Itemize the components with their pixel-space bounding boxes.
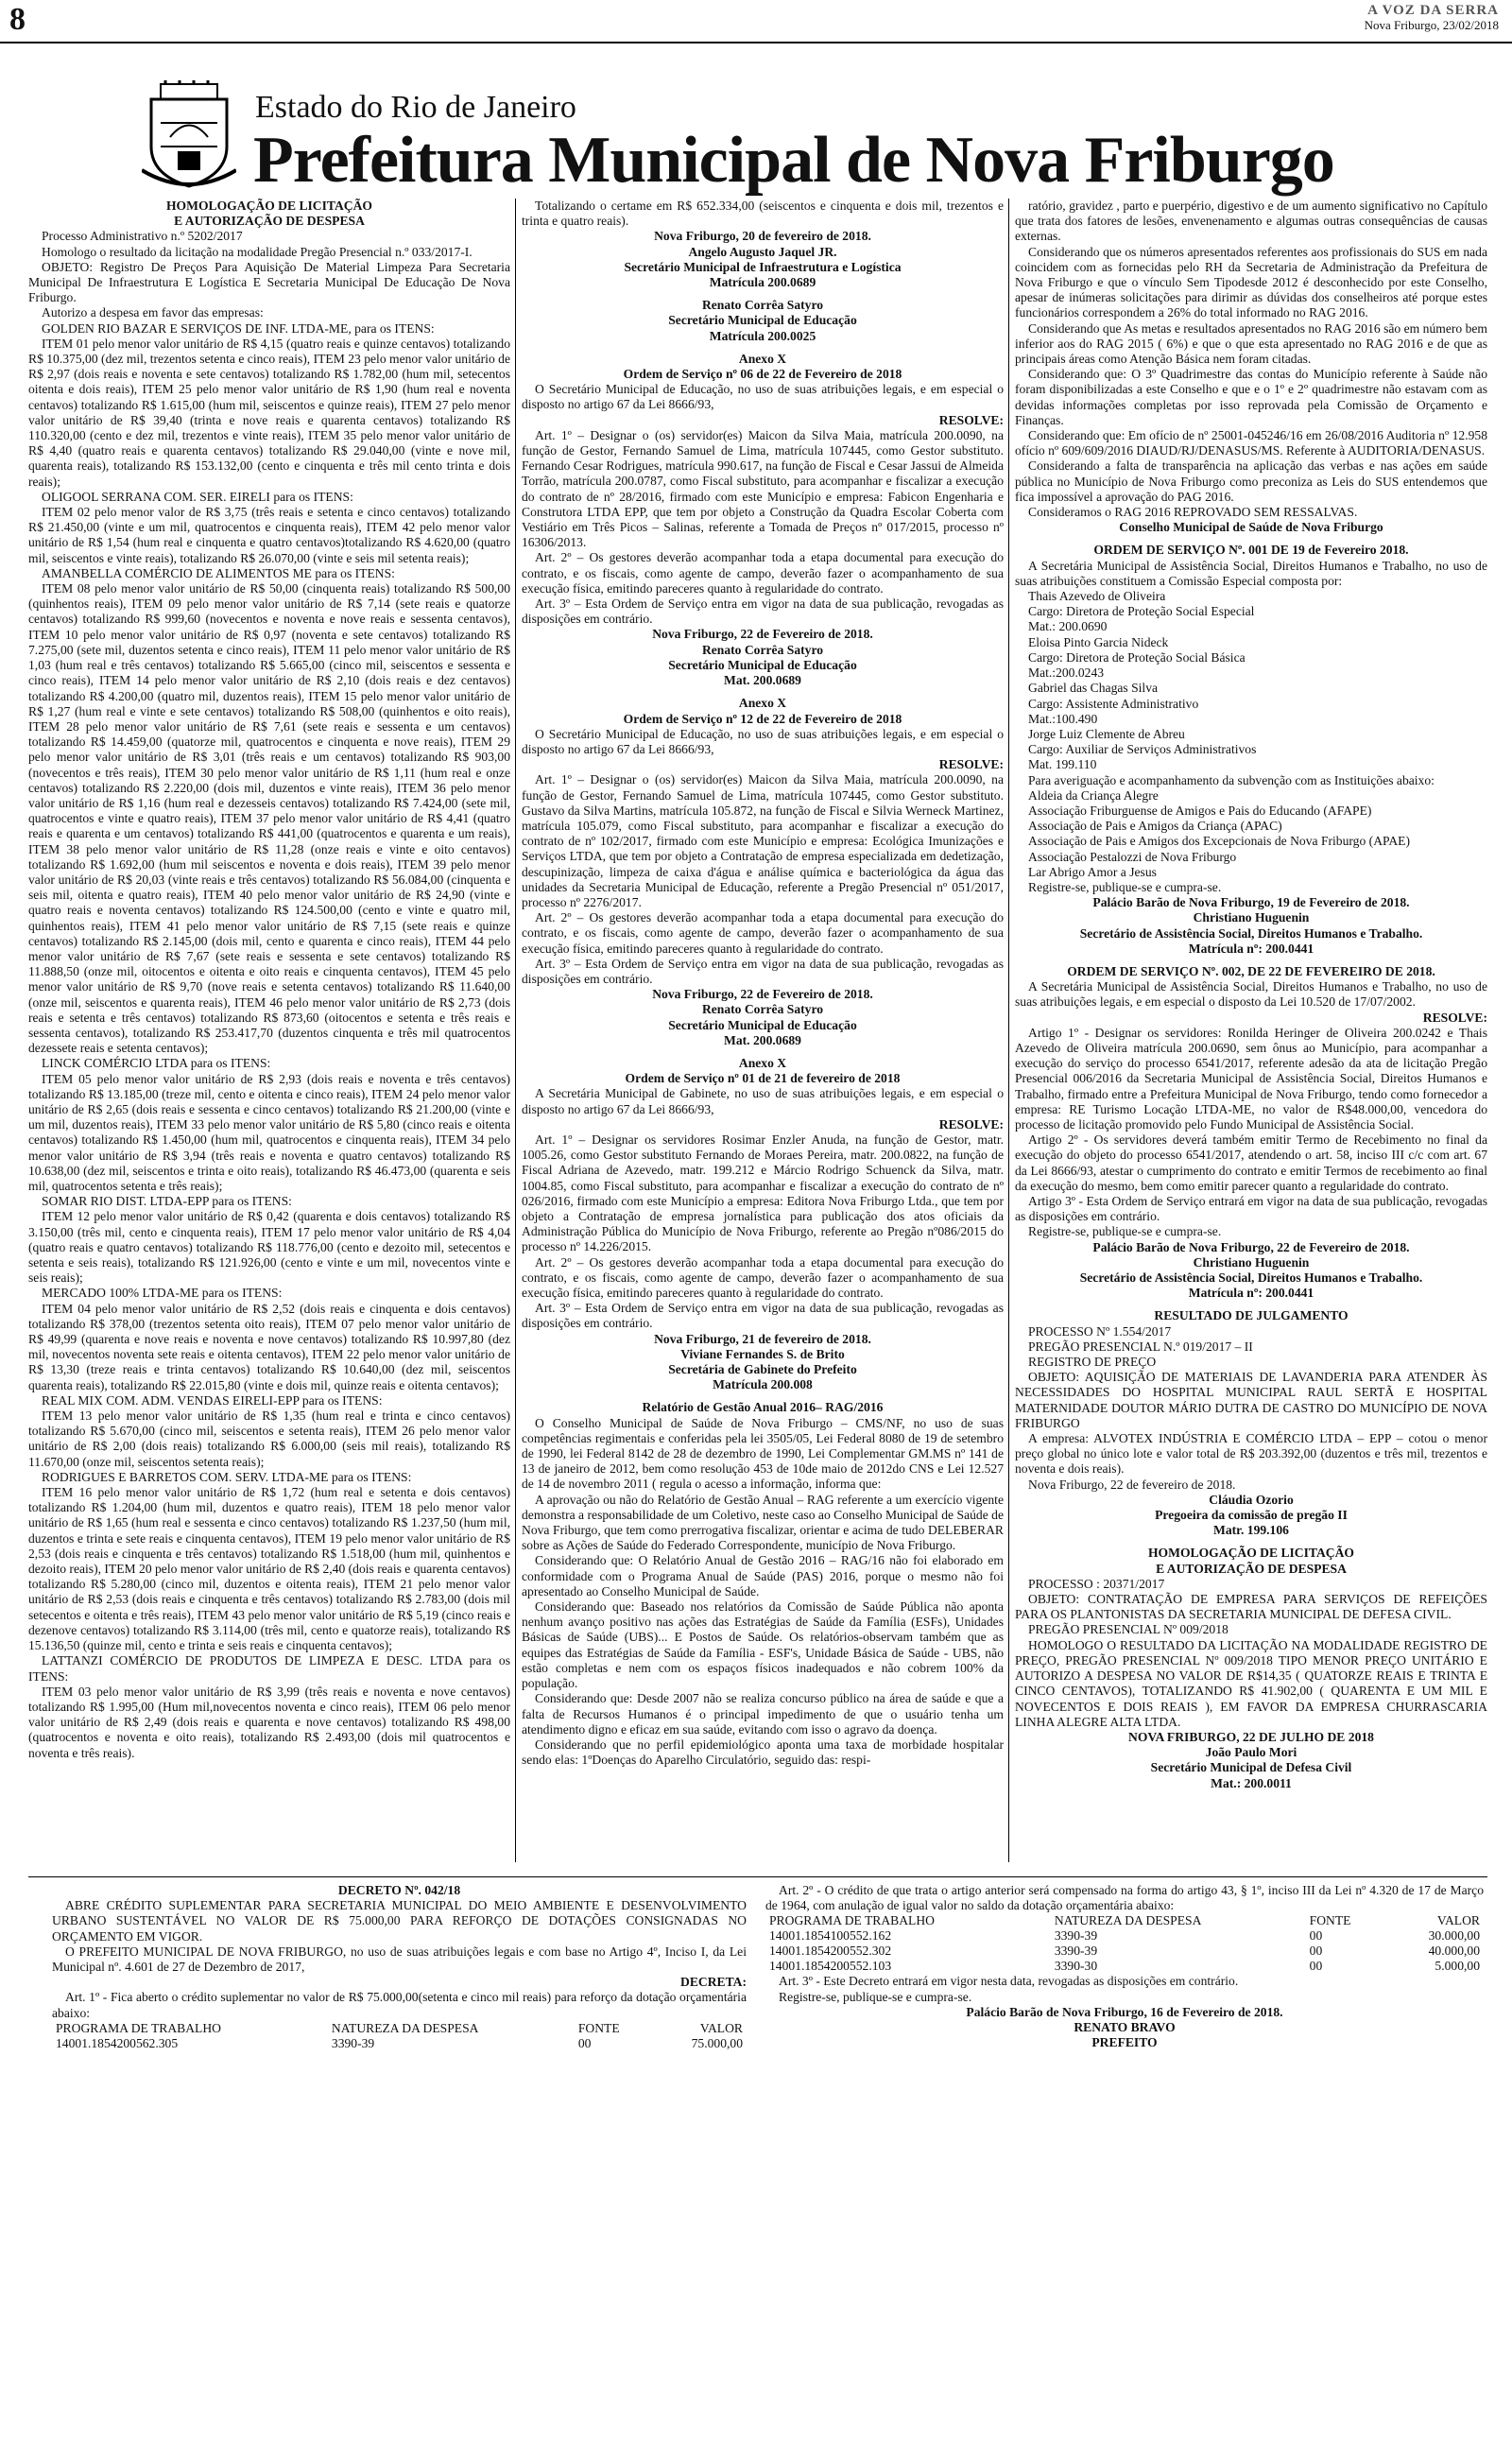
paragraph: Considerando que: Desde 2007 não se realiza concurso público na área de saúde e que a falta de Recursos Humanos é o principal impedimento de que o usuário tenha um atendimento digno e eficaz em sua saúde, evitando com isso o agravo da doença. bbox=[522, 1691, 1004, 1737]
table-cell: 5.000,00 bbox=[1435, 1959, 1480, 1974]
paragraph: PROCESSO : 20371/2017 bbox=[1028, 1576, 1165, 1591]
heading: Ordem de Serviço nº 01 de 21 de fevereiro de 2018 bbox=[625, 1071, 901, 1086]
heading: Cláudia Ozorio bbox=[1209, 1492, 1294, 1507]
paragraph: Art. 1º – Designar o (os) servidor(es) Maicon da Silva Maia, matrícula 200.0090, na função de Gestor, Fernando Samuel de Lima, matrícula 107445, como Gestor substituto. Gustavo da Silva Martins, matrícula 105.872, na função de Fiscal e Silvia Werneck Martinez, matrícula 105.079, como Fiscal substituto, para acompanhar e fiscalizar a execução do contrato de nº 102/2017, firmado com este Município e empresa: Ecológica Imunizações e Serviços LTDA, que tem por objeto a Contratação de empresa especializada em dedetização, descupinização, limpeza de caixa d'água e análise química e bacteriológica da água das unidades da Secretaria Municipal de Educação, referente a Pregão Presencial nº 051/2017, processo nº 2276/2017. bbox=[522, 772, 1004, 909]
heading: Nova Friburgo, 20 de fevereiro de 2018. bbox=[654, 229, 871, 244]
paragraph: Cargo: Diretora de Proteção Social Especial bbox=[1028, 604, 1255, 619]
paragraph: Associação de Pais e Amigos da Criança (APAC) bbox=[1028, 819, 1282, 834]
section-divider bbox=[28, 1876, 1487, 1877]
paragraph: Artigo 1º - Designar os servidores: Ronilda Heringer de Oliveira 200.0242 e Thais Azevedo de Oliveira matrícula 200.0690, sem ônus ao Município, para acompanhar a execução do serviço do processo 6541/2017, referente adesão da ata de licitação Pregão Presencial 006/2016 da Secretaria Municipal de Assistência Social, Direitos Humanos e Trabalho, firmado entre a Prefeitura Municipal de Nova Friburgo, tendo como fornecedor a empresa: RE Turismo Locação LTDA-ME, no valor de R$48.000,00, vencedora do processo de licitação promovido pelo Fundo Municipal de Assistência Social. bbox=[1015, 1025, 1487, 1132]
spacer bbox=[1015, 957, 1487, 964]
table-cell: 3390-39 bbox=[331, 2035, 375, 2050]
table-cell: 14001.1854200552.103 bbox=[769, 1959, 892, 1974]
decreto-title: DECRETO Nº. 042/18 bbox=[337, 1883, 461, 1897]
heading: Anexo X bbox=[738, 1055, 787, 1070]
decreto-summary: ABRE CRÉDITO SUPLEMENTAR PARA SECRETARIA MUNICIPAL DO MEIO AMBIENTE E DESENVOLVIMENTO URBANO SUSTENTÁVEL NO VALOR DE R$ 75.000,00 PARA REFORÇO DE DOTAÇÕES CONSIGNADAS NO ORÇAMENTO EM VIGOR. bbox=[52, 1898, 747, 1944]
paragraph: Homologo o resultado da licitação na modalidade Pregão Presencial n.º 033/2017-I. bbox=[42, 244, 472, 259]
heading: ORDEM DE SERVIÇO Nº. 002, DE 22 DE FEVEREIRO DE 2018. bbox=[1067, 963, 1435, 978]
table-cell: 3390-30 bbox=[1054, 1959, 1098, 1974]
spacer bbox=[522, 290, 1004, 298]
decreto-art2: Art. 2º - O crédito de que trata o artigo anterior será compensado na forma do artigo 43, § 1º, inciso III da Lei nº 4.320 de 17 de Março de 1964, com anulação de igual valor no saldo da dotação orçamentária abaixo: bbox=[765, 1883, 1484, 1913]
paragraph: Para averiguação e acompanhamento da subvenção com as Instituições abaixo: bbox=[1028, 772, 1435, 787]
heading: RESULTADO DE JULGAMENTO bbox=[1154, 1308, 1349, 1323]
page-number: 8 bbox=[9, 2, 26, 37]
paragraph: Considerando que: O Relatório Anual de Gestão 2016 – RAG/16 não foi elaborado em conformidade com o Programa Anual de Saúde (PAS) 2016, porque o mesmo não foi apresentado ao Conselho Municipal de Saúde. bbox=[522, 1553, 1004, 1599]
column-divider bbox=[1008, 199, 1009, 1862]
column-header: PROGRAMA DE TRABALHO bbox=[56, 2020, 221, 2035]
heading: Relatório de Gestão Anual 2016– RAG/2016 bbox=[642, 1400, 884, 1415]
decreto-art3: Art. 3º - Este Decreto entrará em vigor nesta data, revogadas as disposições em contrário. bbox=[779, 1974, 1239, 1989]
heading: NOVA FRIBURGO, 22 DE JULHO DE 2018 bbox=[1128, 1729, 1374, 1744]
heading: Ordem de Serviço nº 12 de 22 de Fevereiro de 2018 bbox=[623, 711, 902, 726]
heading: Palácio Barão de Nova Friburgo, 22 de Fevereiro de 2018. bbox=[1092, 1239, 1410, 1254]
heading: Secretário Municipal de Educação bbox=[668, 313, 857, 328]
paragraph: OLIGOOL SERRANA COM. SER. EIRELI para os ITENS: bbox=[42, 489, 353, 504]
paragraph: O Secretário Municipal de Educação, no uso de suas atribuições legais, e em especial o disposto no artigo 67 da Lei 8666/93, bbox=[522, 726, 1004, 756]
budget-table bbox=[765, 1913, 1484, 1974]
paragraph: A empresa: ALVOTEX INDÚSTRIA E COMÉRCIO LTDA – EPP – cotou o menor preço global no único lote e valor total de R$ 203.392,00 (duzentos e três mil, trezentos e noventa e dois reais). bbox=[1015, 1431, 1487, 1477]
paragraph: Totalizando o certame em R$ 652.334,00 (seiscentos e cinquenta e dois mil, trezentos e trinta e quatro reais). bbox=[522, 199, 1004, 229]
paragraph: Gabriel das Chagas Silva bbox=[1028, 681, 1159, 696]
heading: E AUTORIZAÇÃO DE DESPESA bbox=[174, 214, 365, 229]
top-bar bbox=[0, 0, 1512, 43]
heading: Nova Friburgo, 22 de Fevereiro de 2018. bbox=[652, 987, 873, 1002]
paragraph: Mat.: 200.0690 bbox=[1028, 619, 1108, 634]
paragraph: Considerando que no perfil epidemiológico aponta uma taxa de morbidade hospitalar sendo elas: 1ºDoenças do Aparelho Circulatório, seguido das: respi- bbox=[522, 1737, 1004, 1768]
heading: ORDEM DE SERVIÇO Nº. 001 DE 19 de Fevereiro 2018. bbox=[1093, 543, 1409, 558]
paragraph: REGISTRO DE PREÇO bbox=[1028, 1355, 1157, 1370]
column-header: PROGRAMA DE TRABALHO bbox=[769, 1913, 935, 1928]
paragraph: RODRIGUES E BARRETOS COM. SERV. LTDA-ME para os ITENS: bbox=[42, 1469, 412, 1484]
paragraph: Considerando que: Baseado nos relatórios da Comissão de Saúde Pública não aponta nenhum avanço positivo nas ações das Estratégias de Saúde da Família (ESFs), Unidades Básicas de Saúde (UBS)... E Postos de Saúde. Os relatórios-observam também que as equipes das Estratégias de Saúde da Família - ESF's, Unidade Básica de Saúde - UBS, não estão completas e nem com os espaços físicos inadequados e não cobrem 100% da população. bbox=[522, 1599, 1004, 1691]
budget-table bbox=[52, 2021, 747, 2051]
paragraph: Mat. 199.110 bbox=[1028, 757, 1097, 772]
table-cell: 00 bbox=[1309, 1928, 1323, 1944]
column-divider bbox=[515, 199, 516, 1862]
paragraph: REAL MIX COM. ADM. VENDAS EIRELI-EPP para os ITENS: bbox=[42, 1392, 383, 1408]
decreto-right bbox=[765, 1883, 1484, 2050]
paragraph: O Conselho Municipal de Saúde de Nova Friburgo – CMS/NF, no uso de suas competências regimentais e conferidas pela lei 3505/05, Lei Federal 8080 de 19 de setembro de 1990, lei Federal 8142 de 28 de dezembro de 1990, Lei Complementar GM.MS nº 141 de 13 de janeiro de 2012, bem como resolução 453 de 10de maio de 2012do CNS e Lei 12.527 de 14 de novembro 2011 ( regula o acesso a informação, informa que: bbox=[522, 1415, 1004, 1492]
heading: Angelo Augusto Jaquel JR. bbox=[688, 244, 837, 259]
heading: Secretário Municipal de Defesa Civil bbox=[1150, 1760, 1352, 1775]
column-header: VALOR bbox=[699, 2020, 743, 2035]
heading: Mat. 200.0689 bbox=[724, 1032, 801, 1047]
heading: Matrícula 200.0689 bbox=[709, 275, 816, 290]
heading: Christiano Huguenin bbox=[1193, 910, 1310, 925]
paragraph: Registre-se, publique-se e cumpra-se. bbox=[1028, 1224, 1222, 1239]
paragraph: Associação Friburguense de Amigos e Pais do Educando (AFAPE) bbox=[1028, 803, 1372, 818]
paragraph: PROCESSO Nº 1.554/2017 bbox=[1028, 1323, 1172, 1339]
heading: Secretário Municipal de Educação bbox=[668, 1017, 857, 1032]
heading: Renato Corrêa Satyro bbox=[701, 1002, 824, 1017]
paragraph: Art. 2º – Os gestores deverão acompanhar toda a etapa documental para execução do contrato, e os fiscais, como agente de campo, deverão fazer o acompanhamento de sua execução física, emitindo pareceres quanto à regularidade do contrato. bbox=[522, 550, 1004, 596]
table-cell: 3390-39 bbox=[1054, 1944, 1098, 1959]
paragraph: Considerando que As metas e resultados apresentados no RAG 2016 são em número bem inferior aos do RAG 2015 ( 6%) e que o que esta apresentado no RAG 2016 e de que as principais áreas como Atenção Básica nem foram citadas. bbox=[1015, 320, 1487, 367]
heading: Nova Friburgo, 22 de Fevereiro de 2018. bbox=[652, 627, 873, 642]
paragraph: ITEM 16 pelo menor valor unitário de R$ 1,72 (hum real e setenta e dois centavos) totalizando R$ 1.204,00 (hum mil, duzentos e quatro reais), ITEM 18 pelo menor valor unitário de R$ 1,65 (hum real e sessenta e cinco centavos) totalizando R$ 1.237,50 (hum mil, duzentos e trinta e sete reais e cinquenta centavos), ITEM 19 pelo menor valor unitário de R$ 2,53 (dois reais e cinquenta e três centavos) totalizando R$ 1.518,00 (hum mil, quinhentos e dezoito reais), ITEM 20 pelo menor valor unitário de R$ 2,40 (dois reais e quarenta centavos) totalizando R$ 5.280,00 (cinco mil, duzentos e oitenta reais), ITEM 21 pelo menor valor unitário de R$ 2,53 (dois reais e cinquenta e três centavos) totalizando R$ 2.783,00 (dois mil setecentos e oitenta e três reais), ITEM 43 pelo menor valor unitário de R$ 5,19 (cinco reais e dezenove centavos) totalizando R$ 3.114,00 (três mil, cento e quatorze reais), totalizando R$ 15.136,50 (quinze mil, cento e trinta e seis reais e cinquenta centavos); bbox=[28, 1485, 510, 1653]
paragraph: RESOLVE: bbox=[938, 412, 1004, 427]
table-cell: 40.000,00 bbox=[1428, 1944, 1480, 1959]
paragraph: A aprovação ou não do Relatório de Gestão Anual – RAG referente a um exercício vigente demonstra a responsabilidade de um Coletivo, neste caso ao Conselho Municipal de Saúde de Nova Friburgo, que tem como prerrogativa fiscalizar, orientar e acima de tudo DELEBERAR sobre as Ações de Saúde do Federado Correspondente, município de Nova Friburgo. bbox=[522, 1492, 1004, 1553]
paragraph: ITEM 05 pelo menor valor unitário de R$ 2,93 (dois reais e noventa e três centavos) totalizando R$ 13.185,00 (treze mil, cento e oitenta e cinco reais), ITEM 24 pelo menor valor unitário de R$ 2,65 (dois reais e sessenta e cinco centavos) totalizando R$ 21.200,00 (vinte e um mil, duzentos reais), ITEM 33 pelo menor valor unitário de R$ 5,80 (cinco reais e oitenta centavos) totalizando R$ 1.450,00 (hum mil, quatrocentos e cinquenta reais), ITEM 34 pelo menor valor unitário de R$ 3,94 (três reais e noventa e quatro centavos) totalizando R$ 10.638,00 (dez mil, seiscentos e trinta e oito reais), totalizando R$ 46.473,00 (quarenta e seis mil, quatrocentos setenta e três reais); bbox=[28, 1071, 510, 1193]
table-cell: 75.000,00 bbox=[691, 2035, 743, 2050]
paragraph: ITEM 03 pelo menor valor unitário de R$ 3,99 (três reais e noventa e nove centavos) totalizando R$ 1.995,00 (Hum mil,novecentos noventa e cinco reais), ITEM 06 pelo menor valor unitário de R$ 2,49 (dois reais e quarenta e nove centavos) totalizando R$ 498,00 (quatrocentos e noventa e oito reais), totalizando R$ 2.493,00 (dois mil quatrocentos e noventa e três reais). bbox=[28, 1684, 510, 1760]
heading: Matr. 199.106 bbox=[1213, 1523, 1289, 1538]
paragraph: A Secretária Municipal de Gabinete, no uso de suas atribuições legais, e em especial o disposto no artigo 67 da Lei 8666/93, bbox=[522, 1086, 1004, 1116]
heading: Conselho Municipal de Saúde de Nova Friburgo bbox=[1119, 520, 1383, 535]
paragraph: RESOLVE: bbox=[938, 1116, 1004, 1132]
paragraph: Art. 3º – Esta Ordem de Serviço entra em vigor na data de sua publicação, revogadas as disposições em contrário. bbox=[522, 956, 1004, 986]
heading: Renato Corrêa Satyro bbox=[701, 642, 824, 657]
state-name: Estado do Rio de Janeiro bbox=[255, 90, 576, 125]
column-header: VALOR bbox=[1436, 1913, 1480, 1928]
paragraph: Cargo: Assistente Administrativo bbox=[1028, 696, 1199, 711]
heading: Matrícula nº: 200.0441 bbox=[1188, 1286, 1314, 1301]
heading: Nova Friburgo, 21 de fevereiro de 2018. bbox=[654, 1331, 871, 1346]
paragraph: Consideramos o RAG 2016 REPROVADO SEM RESSALVAS. bbox=[1028, 505, 1358, 520]
paragraph: LINCK COMÉRCIO LTDA para os ITENS: bbox=[42, 1056, 271, 1071]
heading: Secretária de Gabinete do Prefeito bbox=[668, 1362, 857, 1377]
paragraph: RESOLVE: bbox=[938, 757, 1004, 772]
paragraph: Considerando a falta de transparência na aplicação das verbas e nas ações em saúde pública no Município de Nova Friburgo como preconiza as Leis do SUS entendemos que fica impossível a aprovação do PAG 2016. bbox=[1015, 458, 1487, 504]
decreto-signer: RENATO BRAVO bbox=[1074, 2020, 1176, 2035]
decreto-preamble: O PREFEITO MUNICIPAL DE NOVA FRIBURGO, no uso de suas atribuições legais e com base no Artigo 4º, Inciso I, da Lei Municipal nº. 4.601 de 27 de Dezembro de 2017, bbox=[52, 1944, 747, 1975]
column-header: NATUREZA DA DESPESA bbox=[1054, 1913, 1202, 1928]
paragraph: Cargo: Diretora de Proteção Social Básica bbox=[1028, 649, 1246, 665]
heading: Anexo X bbox=[738, 696, 787, 711]
heading: Renato Corrêa Satyro bbox=[701, 298, 824, 313]
table-cell: 14001.1854100552.162 bbox=[769, 1928, 892, 1944]
table-row bbox=[765, 1928, 1484, 1944]
paragraph: Artigo 3º - Esta Ordem de Serviço entrará em vigor na data de sua publicação, revogadas as disposições em contrário. bbox=[1015, 1194, 1487, 1224]
table-row bbox=[765, 1944, 1484, 1959]
heading: Viviane Fernandes S. de Brito bbox=[680, 1346, 845, 1361]
paragraph: ITEM 01 pelo menor valor unitário de R$ 4,15 (quatro reais e quinze centavos) totalizando R$ 10.375,00 (dez mil, trezentos setenta e cinco reais), ITEM 23 pelo menor valor unitário de R$ 2,97 (dois reais e noventa e sete centavos) totalizando R$ 1.782,00 (hum mil, setecentos oitenta e dois reais), ITEM 25 pelo menor valor unitário de R$ 1,90 (hum real e noventa centavos) totalizando R$ 1.615,00 (hum mil, seiscentos e quinze reais), ITEM 27 pelo menor valor unitário de R$ 39,40 (trinta e nove reais e quarenta centavos) totalizando R$ 110.320,00 (cento e dez mil, trezentos e vinte reais), ITEM 35 pelo menor valor unitário de R$ 4,40 (quatro reais e quarenta centavos) totalizando R$ 29.040,00 (vinte e nove mil, quarenta reais), totalizando R$ 153.132,00 (cento e cinquenta e três mil cento trinta e dois reais); bbox=[28, 336, 510, 489]
table-cell: 00 bbox=[1309, 1944, 1323, 1959]
paragraph: ratório, gravidez , parto e puerpério, digestivo e de um aumento significativo no Capítulo que trata dos fatores de lesões, envenenamento e algumas outras consequências de causas externas. bbox=[1015, 199, 1487, 244]
paragraph: Jorge Luiz Clemente de Abreu bbox=[1028, 726, 1185, 741]
page-title: Prefeitura Municipal de Nova Friburgo bbox=[253, 124, 1334, 197]
heading: Secretário Municipal de Infraestrutura e Logística bbox=[624, 259, 902, 274]
paragraph: Eloisa Pinto Garcia Nideck bbox=[1028, 634, 1169, 649]
paragraph: PREGÃO PRESENCIAL N.º 019/2017 – II bbox=[1028, 1339, 1253, 1354]
decreto-signer-title: PREFEITO bbox=[1091, 2035, 1158, 2050]
decreto-art1: Art. 1º - Fica aberto o crédito suplementar no valor de R$ 75.000,00(setenta e cinco mil reais) para reforço da dotação orçamentária abaixo: bbox=[52, 1990, 747, 2020]
paragraph: Artigo 2º - Os servidores deverá também emitir Termo de Recebimento no final da execução do objeto do processo 6541/2017, atendendo o art. 58, inciso III c/c com art. 67 da Lei 8666/93, atestar o cumprimento do contrato e emitir Termos de recebimento ao final da execução do mesmo, bem como emitir parecer quanto a regularidade do contrato. bbox=[1015, 1132, 1487, 1193]
table-row bbox=[52, 2036, 747, 2051]
paragraph: Lar Abrigo Amor a Jesus bbox=[1028, 864, 1157, 879]
paragraph: Nova Friburgo, 22 de fevereiro de 2018. bbox=[1028, 1477, 1236, 1492]
paragraph: RESOLVE: bbox=[1422, 1010, 1487, 1025]
column-header: FONTE bbox=[1309, 1913, 1351, 1928]
paragraph: Autorizo a despesa em favor das empresas: bbox=[42, 305, 264, 320]
column-header: NATUREZA DA DESPESA bbox=[331, 2020, 479, 2035]
heading: Matrícula nº: 200.0441 bbox=[1188, 941, 1314, 956]
paragraph: PREGÃO PRESENCIAL Nº 009/2018 bbox=[1028, 1622, 1228, 1637]
heading: Secretário de Assistência Social, Direitos Humanos e Trabalho. bbox=[1079, 925, 1423, 941]
column-left bbox=[28, 199, 510, 1862]
paragraph: Considerando que os números apresentados referentes aos profissionais do SUS em nada coincidem com as fornecidas pelo RH da Secretaria de Administração da Prefeitura de Nova Friburgo e que o vínculo Sem Tipodesde 2012 é desconhecido por este Conselho, apesar de inúmeras solicitações para dirimir as dúvidas dos conselheiros até porque estes funcionários correspondem a 26% do total informado no RAG 2016. bbox=[1015, 244, 1487, 320]
paragraph: ITEM 02 pelo menor valor de R$ 3,75 (três reais e setenta e cinco centavos) totalizando R$ 21.450,00 (vinte e um mil, quatrocentos e cinquenta reais), ITEM 42 pelo menor valor unitário de R$ 1,54 (hum real e cinquenta e quatro centavos)totalizando R$ 4.620,00 (quatro mil, seiscentos e vinte reais), totalizando R$ 26.070,00 (vinte e seis mil setenta reais); bbox=[28, 505, 510, 565]
table-cell: 00 bbox=[1309, 1959, 1323, 1974]
spacer bbox=[522, 344, 1004, 352]
paragraph: Art. 1º – Designar os servidores Rosimar Enzler Anuda, na função de Gestor, matr. 1005.26, como Gestor substituto Fernando de Moraes Pereira, matr. 200.0822, na função de Fiscal Adriana de Azevedo, matr. 199.212 e Márcio Rodrigo Schuenck da Silva, matr. 1004.85, como Fiscal substituto, para acompanhar e fiscalizar a execução do contrato de nº 026/2016, firmado com este Município a empresa: Editora Nova Friburgo Ltda., que tem por objeto a Contratação de empresa jornalística para publicação dos atos oficiais da Administração Pública do Município de Nova Friburgo, referente ao Pregão nº086/2015 do processo nº 14.226/2015. bbox=[522, 1132, 1004, 1254]
paragraph: ITEM 04 pelo menor valor unitário de R$ 2,52 (dois reais e cinquenta e dois centavos) totalizando R$ 378,00 (trezentos setenta oito reais), ITEM 07 pelo menor valor unitário de R$ 49,99 (quarenta e nove reais e noventa e nove centavos) totalizando R$ 10.997,80 (dez mil, novecentos noventa sete reais e oitenta centavos), ITEM 22 pelo menor valor unitário de R$ 13,30 (treze reais e trinta centavos) totalizando R$ 10.640,00 (dez mil, seiscentos quarenta reais), totalizando R$ 22.015,80 (vinte e dois mil, quinze reais e oitenta centavos); bbox=[28, 1301, 510, 1392]
heading: E AUTORIZAÇÃO DE DESPESA bbox=[1156, 1561, 1347, 1576]
paragraph: ITEM 08 pelo menor valor unitário de R$ 50,00 (cinquenta reais) totalizando R$ 500,00 (quinhentos reais), ITEM 09 pelo menor valor unitário de R$ 7,14 (sete reais e quatorze centavos) totalizando R$ 999,60 (novecentos e noventa e nove reais e sessenta centavos), ITEM 10 pelo menor valor unitário de R$ 0,97 (noventa e sete centavos) totalizando R$ 7.275,00 (sete mil, duzentos setenta e cinco reais), ITEM 11 pelo menor valor unitário de R$ 1,03 (hum real e três centavos) totalizando R$ 5.665,00 (cinco mil, seiscentos e sessenta e cinco reais), ITEM 14 pelo menor valor unitário de R$ 2,10 (dois reais e dez centavos) totalizando R$ 4.200,00 (quatro mil, duzentos reais), ITEM 15 pelo menor valor unitário de R$ 1,27 (hum real e vinte e sete centavos) totalizando R$ 508,00 (quinhentos e oito reais), ITEM 28 pelo menor valor unitário de R$ 7,61 (sete reais e sessenta e um centavos) totalizando R$ 14.459,00 (quatorze mil, quatrocentos e cinquenta e nove reais), ITEM 29 pelo menor valor unitário de R$ 3,01 (três reais e um centavos) totalizando R$ 903,00 (novecentos e três reais), ITEM 30 pelo menor valor unitário de R$ 1,11 (hum real e onze centavos) totalizando R$ 2.220,00 (dois mil, duzentos e vinte reais), ITEM 36 pelo menor valor unitário de R$ 1,16 (hum real e dezesseis centavos) totalizando R$ 7.424,00 (sete mil, quatrocentos e vinte e quatro reais), ITEM 37 pelo menor valor unitário de R$ 4,41 (quatro reais e quarenta e um centavos) totalizando R$ 441,00 (quatrocentos e quarenta e um reais), ITEM 38 pelo menor valor unitário de R$ 11,28 (onze reais e vinte e oito centavos) totalizando R$ 1.692,00 (hum mil seiscentos e noventa e dois reais), ITEM 39 pelo menor valor unitário de R$ 20,03 (vinte reais e três centavos) totalizando R$ 56.084,00 (cinquenta e seis mil, oitenta e quatro reais), ITEM 40 pelo menor valor unitário de R$ 24,90 (vinte e quatro reais e noventa centavos) totalizando R$ 124.500,00 (cento e vinte e quatro mil, quinhentos reais), ITEM 41 pelo menor valor unitário de R$ 7,15 (sete reais e quinze centavos) totalizando R$ 2.145,00 (dois mil, cento e quarenta e cinco reais), ITEM 44 pelo menor valor unitário de R$ 7,67 (sete reais e sessenta e sete centavos) totalizando R$ 11.888,50 (onze mil, oitocentos e oitenta e oito reais e cinquenta centavos), ITEM 45 pelo menor valor unitário de R$ 9,70 (nove reais e setenta centavos) totalizando R$ 11.640,00 (onze mil, seiscentos e quarenta reais), ITEM 46 pelo menor valor unitário de R$ 2,73 (dois reais e setenta e três centavos) totalizando R$ 873,60 (oitocentos e setenta e três reais e sessenta centavos), totalizando R$ 253.417,70 (duzentos cinquenta e três mil quatrocentos dezessete reais e setenta centavos); bbox=[28, 581, 510, 1056]
heading: Pregoeira da comissão de pregão II bbox=[1155, 1508, 1348, 1523]
spacer bbox=[522, 688, 1004, 696]
paragraph: Associação de Pais e Amigos dos Excepcionais de Nova Friburgo (APAE) bbox=[1028, 834, 1410, 849]
paragraph: Art. 1º – Designar o (os) servidor(es) Maicon da Silva Maia, matrícula 200.0090, na função de Gestor, Fernando Samuel de Lima, matrícula 107445, como Gestor substituto. Fernando Cesar Rodrigues, matrícula 990.617, na função de Fiscal e Cesar Jassui de Almeida Torrão, matrícula 200.0787, como Fiscal substituto, para acompanhar e fiscalizar a execução do contrato de nº 28/2016, firmado com este Município e empresa: Fabicon Engenharia e Construtora LTDA EPP, que tem por objeto a Construção da Quadra Escolar Coberta com Vestiário em Três Picos – Salinas, referente a Tomada de Preços nº 017/2015, processo nº 16306/2013. bbox=[522, 427, 1004, 550]
paragraph: OBJETO: CONTRATAÇÃO DE EMPRESA PARA SERVIÇOS DE REFEIÇÕES PARA OS PLANTONISTAS DA SECRETARIA MUNICIPAL DE DEFESA CIVIL. bbox=[1015, 1592, 1487, 1622]
heading: Matrícula 200.008 bbox=[713, 1377, 813, 1392]
paragraph: Aldeia da Criança Alegre bbox=[1028, 787, 1159, 803]
spacer bbox=[522, 1048, 1004, 1056]
decreto-place-date: Palácio Barão de Nova Friburgo, 16 de Fevereiro de 2018. bbox=[966, 2004, 1283, 2019]
paragraph: HOMOLOGO O RESULTADO DA LICITAÇÃO NA MODALIDADE REGISTRO DE PREÇO, PREGÃO PRESENCIAL Nº 009/2018 TIPO MENOR PREÇO UNITÁRIO E AUTORIZO A DESPESA NO VALOR DE R$14,35 ( QUATORZE REAIS E TRINTA E CINCO CENTAVOS), TOTALIZANDO R$ 41.902,00 ( QUARENTA E UM MIL E NOVECENTOS E DOIS REAIS ), EM FAVOR DA EMPRESA CHURRASCARIA LINHA ALEGRE ALTA LTDA. bbox=[1015, 1637, 1487, 1729]
paragraph: OBJETO: AQUISIÇÃO DE MATERIAIS DE LAVANDERIA PARA ATENDER ÀS NECESSIDADES DO HOSPITAL MUNICIPAL RAUL SERTÃ E HOSPITAL MATERNIDADE DOUTOR MÁRIO DUTRA DE CASTRO DO MUNICÍPIO DE NOVA FRIBURGO bbox=[1015, 1370, 1487, 1430]
paragraph: Cargo: Auxiliar de Serviços Administrativos bbox=[1028, 742, 1257, 757]
paragraph: MERCADO 100% LTDA-ME para os ITENS: bbox=[42, 1286, 283, 1301]
paragraph: Registre-se, publique-se e cumpra-se. bbox=[1028, 879, 1222, 894]
paragraph: Mat.:100.490 bbox=[1028, 711, 1098, 726]
coat-of-arms-icon bbox=[142, 80, 236, 189]
table-cell: 00 bbox=[577, 2035, 592, 2050]
paragraph: Art. 3º – Esta Ordem de Serviço entra em vigor na data de sua publicação, revogadas as disposições em contrário. bbox=[522, 1301, 1004, 1331]
table-cell: 14001.1854200562.305 bbox=[56, 2035, 179, 2050]
spacer bbox=[1015, 535, 1487, 543]
paragraph: Considerando que: O 3º Quadrimestre das contas do Município referente à Saúde não foram disponibilizadas a este Conselho e que e o 1º e 2º quadrimestre não estavam com as devidas informações completas por isso reprovada pela Comissão de Orçamento e Finanças. bbox=[1015, 367, 1487, 427]
column-middle bbox=[522, 199, 1004, 1862]
spacer bbox=[1015, 1301, 1487, 1308]
heading: Anexo X bbox=[738, 351, 787, 366]
table-cell: 3390-39 bbox=[1054, 1928, 1098, 1944]
column-right bbox=[1015, 199, 1487, 1862]
paragraph: Thais Azevedo de Oliveira bbox=[1028, 589, 1166, 604]
paragraph: Processo Administrativo n.º 5202/2017 bbox=[42, 229, 243, 244]
paragraph: Art. 3º – Esta Ordem de Serviço entra em vigor na data de sua publicação, revogadas as disposições em contrário. bbox=[522, 596, 1004, 627]
paragraph: O Secretário Municipal de Educação, no uso de suas atribuições legais, e em especial o disposto no artigo 67 da Lei 8666/93, bbox=[522, 382, 1004, 412]
newspaper-name: A VOZ DA SERRA bbox=[1367, 3, 1499, 18]
spacer bbox=[522, 1392, 1004, 1400]
heading: HOMOLOGAÇÃO DE LICITAÇÃO bbox=[165, 199, 373, 213]
paragraph: Mat.:200.0243 bbox=[1028, 665, 1105, 681]
heading: Mat. 200.0689 bbox=[724, 673, 801, 688]
paragraph: AMANBELLA COMÉRCIO DE ALIMENTOS ME para os ITENS: bbox=[42, 565, 395, 580]
paragraph: ITEM 13 pelo menor valor unitário de R$ 1,35 (hum real e trinta e cinco centavos) totalizando R$ 5.670,00 (cinco mil, seiscentos e setenta reais), ITEM 26 pelo menor valor unitário de R$ 2,00 (dois reais) totalizando R$ 6.000,00 (seis mil reais), totalizando R$ 11.670,00 (onze mil, seiscentos setenta reais); bbox=[28, 1408, 510, 1469]
decreto-decreta: DECRETA: bbox=[680, 1975, 747, 1990]
paragraph: A Secretária Municipal de Assistência Social, Direitos Humanos e Trabalho, no uso de suas atribuições constituem a Comissão Especial composta por: bbox=[1015, 558, 1487, 588]
paragraph: GOLDEN RIO BAZAR E SERVIÇOS DE INF. LTDA-ME, para os ITENS: bbox=[42, 320, 435, 336]
issue-date: Nova Friburgo, 23/02/2018 bbox=[1364, 18, 1499, 32]
paragraph: LATTANZI COMÉRCIO DE PRODUTOS DE LIMPEZA E DESC. LTDA para os ITENS: bbox=[28, 1653, 510, 1684]
paragraph: A Secretária Municipal de Assistência Social, Direitos Humanos e Trabalho, no uso de suas atribuições legais, e em especial o disposto da Lei 10.520 de 17/07/2002. bbox=[1015, 979, 1487, 1010]
heading: Palácio Barão de Nova Friburgo, 19 de Fevereiro de 2018. bbox=[1092, 895, 1410, 910]
paragraph: OBJETO: Registro De Preços Para Aquisição De Material Limpeza Para Secretaria Municipal De Infraestrutura E Logística E Secretaria Municipal De Educação De Nova Friburgo. bbox=[28, 259, 510, 305]
heading: Mat.: 200.0011 bbox=[1211, 1775, 1292, 1790]
heading: HOMOLOGAÇÃO DE LICITAÇÃO bbox=[1147, 1546, 1355, 1561]
paragraph: Art. 2º – Os gestores deverão acompanhar toda a etapa documental para execução do contrato, e os fiscais, como agente de campo, deverão fazer o acompanhamento de sua execução física, emitindo pareceres quanto à regularidade do contrato. bbox=[522, 1254, 1004, 1301]
table-cell: 30.000,00 bbox=[1428, 1928, 1480, 1944]
table-row bbox=[765, 1959, 1484, 1974]
decreto-registre: Registre-se, publique-se e cumpra-se. bbox=[779, 1989, 972, 2004]
heading: Matrícula 200.0025 bbox=[709, 328, 816, 343]
paragraph: Art. 2º – Os gestores deverão acompanhar toda a etapa documental para execução do contrato, e os fiscais, como agente de campo, deverão fazer o acompanhamento de sua execução física, emitindo pareceres quanto à regularidade do contrato. bbox=[522, 910, 1004, 956]
paragraph: Considerando que: Em ofício de nº 25001-045246/16 em 26/08/2016 Auditoria nº 12.958 ofício nº 609/609/2016 DIAUD/RJ/DENASUS/MS. Referente à AUDITORIA/DENASUS. bbox=[1015, 428, 1487, 458]
heading: Ordem de Serviço nº 06 de 22 de Fevereiro de 2018 bbox=[623, 367, 902, 382]
heading: Christiano Huguenin bbox=[1193, 1254, 1310, 1270]
column-header: FONTE bbox=[577, 2020, 620, 2035]
table-header-row bbox=[765, 1913, 1484, 1928]
document-header bbox=[142, 80, 1370, 197]
decreto-left bbox=[52, 1883, 747, 2051]
heading: Secretário de Assistência Social, Direitos Humanos e Trabalho. bbox=[1079, 1270, 1423, 1286]
masthead bbox=[1365, 4, 1499, 32]
paragraph: ITEM 12 pelo menor valor unitário de R$ 0,42 (quarenta e dois centavos) totalizando R$ 3.150,00 (três mil, cento e cinquenta reais), ITEM 17 pelo menor valor unitário de R$ 4,04 (quatro reais e quatro centavos) totalizando R$ 118.776,00 (cento e dezoito mil, setecentos e setenta e seis reais), totalizando R$ 121.926,00 (cento e vinte e um mil, novecentos vinte e seis reais); bbox=[28, 1209, 510, 1286]
paragraph: SOMAR RIO DIST. LTDA-EPP para os ITENS: bbox=[42, 1194, 292, 1209]
table-cell: 14001.1854200552.302 bbox=[769, 1944, 892, 1959]
paragraph: Associação Pestalozzi de Nova Friburgo bbox=[1028, 849, 1237, 864]
table-header-row bbox=[52, 2021, 747, 2036]
heading: João Paulo Mori bbox=[1205, 1745, 1297, 1760]
heading: Secretário Municipal de Educação bbox=[668, 657, 857, 672]
